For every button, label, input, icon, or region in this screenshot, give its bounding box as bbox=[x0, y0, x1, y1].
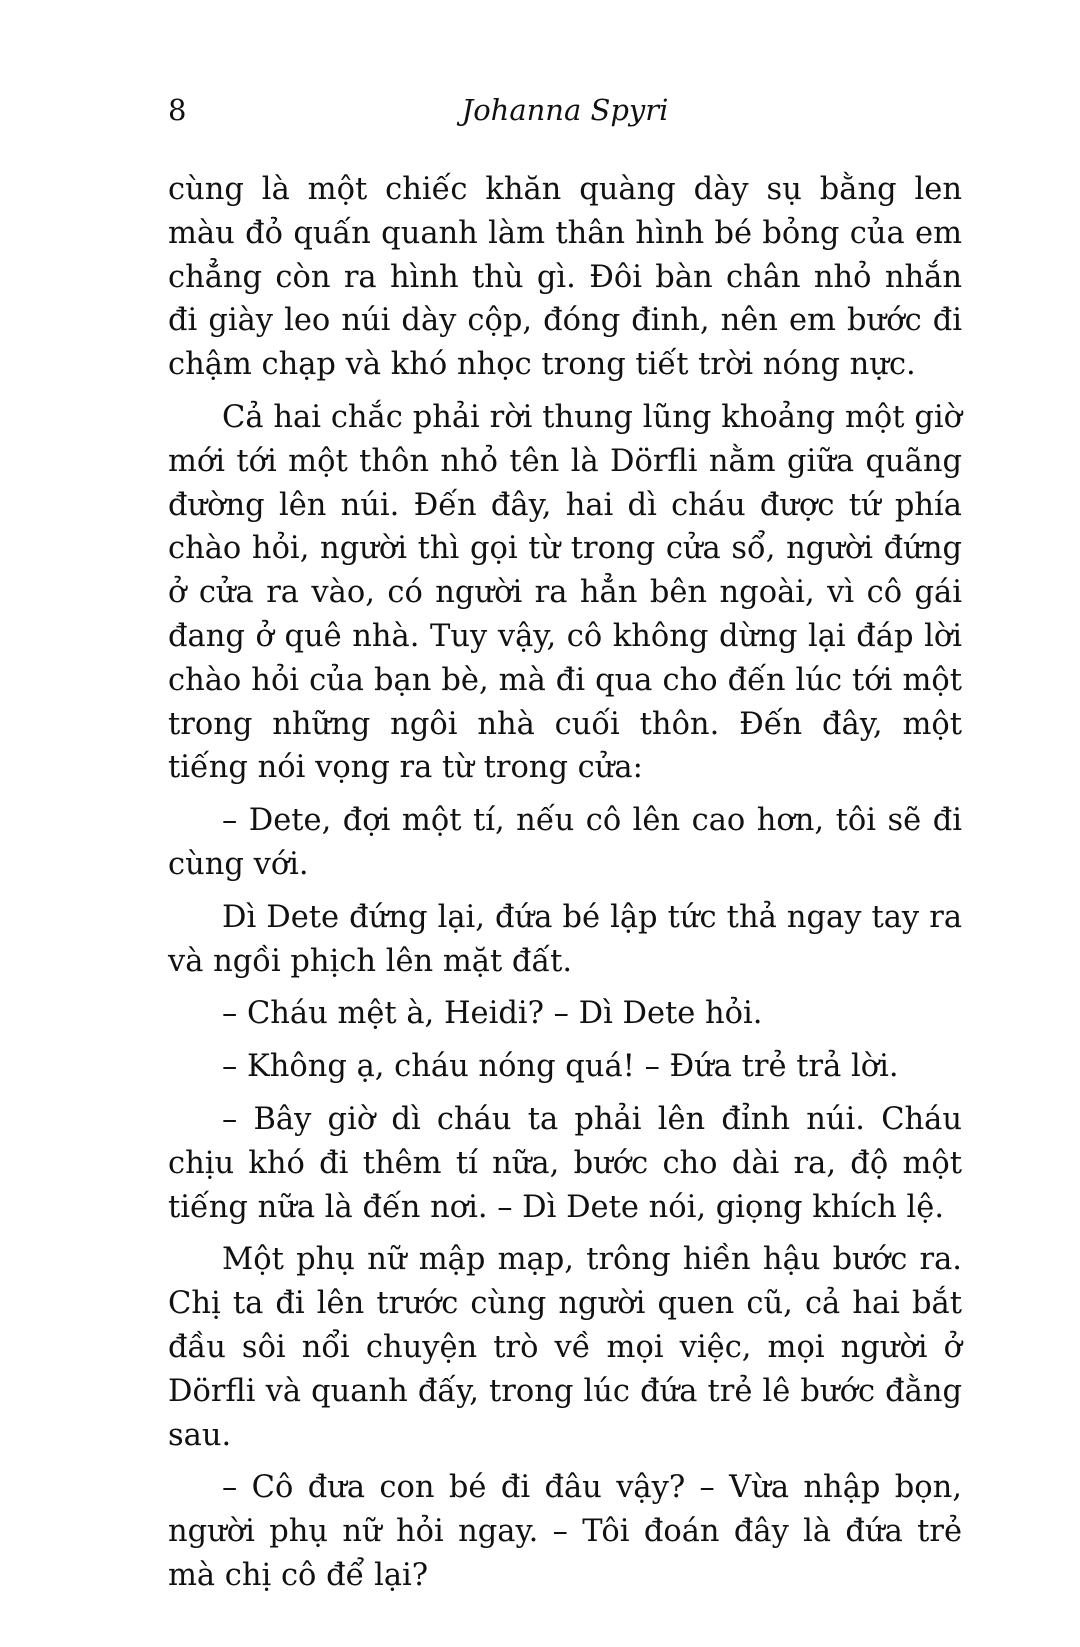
running-header bbox=[168, 86, 962, 134]
paragraph: Một phụ nữ mập mạp, trông hiền hậu bước ra. Chị ta đi lên trước cùng người quen cũ, cả hai bắt đầu sôi nổi chuyện trò về mọi việc, mọi người ở Dörfli và quanh đấy, trong lúc đứa trẻ lê bước đằng sau. bbox=[168, 1242, 962, 1453]
paragraph: Cả hai chắc phải rời thung lũng khoảng một giờ mới tới một thôn nhỏ tên là Dörfli nằm giữa quãng đường lên núi. Đến đây, hai dì cháu được tứ phía chào hỏi, người thì gọi từ trong cửa sổ, người đứng ở cửa ra vào, có người ra hẳn bên ngoài, vì cô gái đang ở quê nhà. Tuy vậy, cô không dừng lại đáp lời chào hỏi của bạn bè, mà đi qua cho đến lúc tới một trong những ngôi nhà cuối thôn. Đến đây, một tiếng nói vọng ra từ trong cửa: bbox=[168, 399, 962, 786]
paragraph: cùng là một chiếc khăn quàng dày sụ bằng len màu đỏ quấn quanh làm thân hình bé bỏng của em chẳng còn ra hình thù gì. Đôi bàn chân nhỏ nhắn đi giày leo núi dày cộp, đóng đinh, nên em bước đi chậm chạp và khó nhọc trong tiết trời nóng nực. bbox=[168, 172, 962, 383]
paragraph: Dì Dete đứng lại, đứa bé lập tức thả ngay tay ra và ngồi phịch lên mặt đất. bbox=[168, 899, 962, 979]
running-head-author: Johanna Spyri bbox=[461, 93, 669, 127]
dialogue-paragraph: – Cô đưa con bé đi đâu vậy? – Vừa nhập bọn, người phụ nữ hỏi ngay. – Tôi đoán đây là đứa trẻ mà chị cô để lại? bbox=[168, 1470, 962, 1593]
page-number: 8 bbox=[168, 93, 187, 127]
body-text bbox=[168, 168, 962, 1607]
dialogue-paragraph: – Không ạ, cháu nóng quá! – Đứa trẻ trả lời. bbox=[222, 1049, 899, 1085]
dialogue-paragraph: – Cháu mệt à, Heidi? – Dì Dete hỏi. bbox=[222, 996, 763, 1032]
dialogue-paragraph: – Dete, đợi một tí, nếu cô lên cao hơn, tôi sẽ đi cùng với. bbox=[168, 803, 962, 882]
dialogue-paragraph: – Bây giờ dì cháu ta phải lên đỉnh núi. Cháu chịu khó đi thêm tí nữa, bước cho dài ra, độ một tiếng nữa là đến nơi. – Dì Dete nói, giọng khích lệ. bbox=[168, 1101, 962, 1225]
